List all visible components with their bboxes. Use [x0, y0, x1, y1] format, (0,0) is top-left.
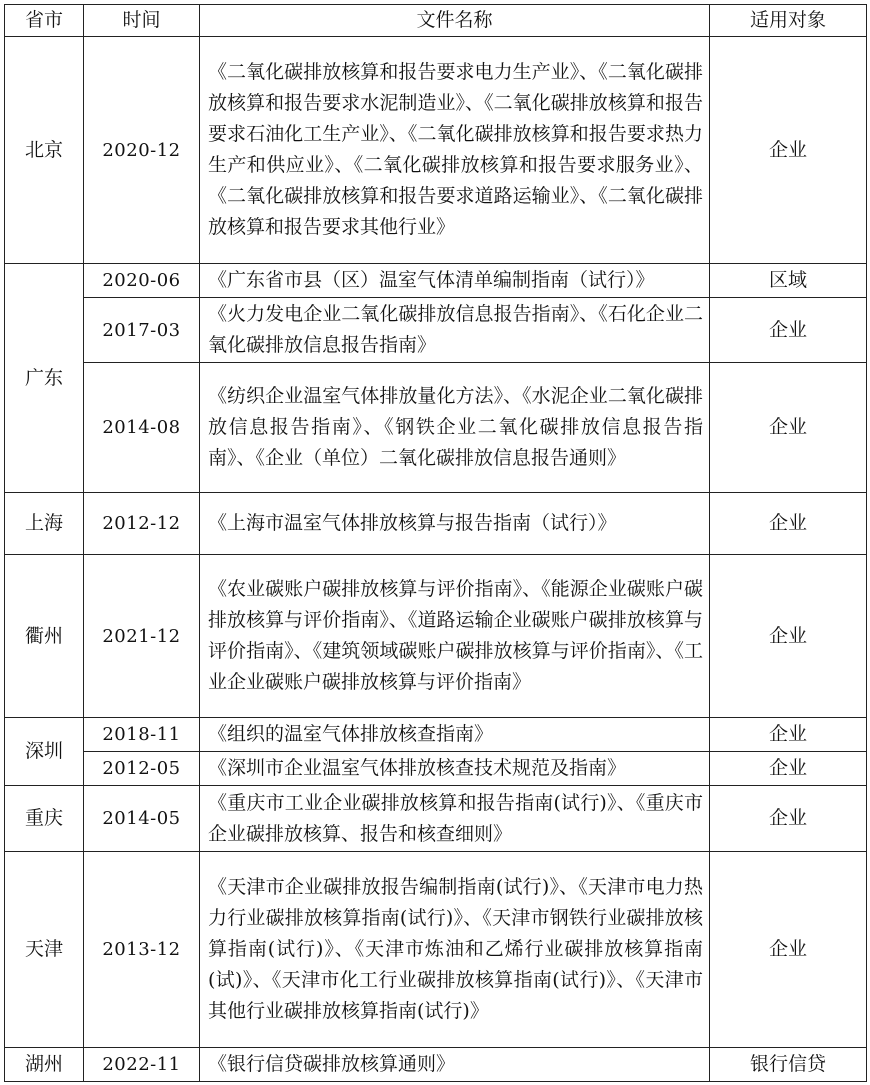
- cell-time: 2020-12: [84, 37, 200, 264]
- cell-file: 《农业碳账户碳排放核算与评价指南》、《能源企业碳账户碳排放核算与评价指南》、《道路运输企业碳账户碳排放核算与评价指南》、《建筑领域碳账户碳排放核算与评价指南》、《工业企业碳账户碳排放核算与评价指南》: [200, 555, 710, 718]
- cell-target: 企业: [710, 718, 867, 752]
- cell-time: 2014-08: [84, 363, 200, 493]
- cell-province: 重庆: [5, 786, 84, 852]
- cell-target: 企业: [710, 852, 867, 1048]
- cell-file: 《天津市企业碳排放报告编制指南(试行)》、《天津市电力热力行业碳排放核算指南(试行)》、《天津市钢铁行业碳排放核算指南(试行)》、《天津市炼油和乙烯行业碳排放核算指南(试)》、《天津市化工行业碳排放核算指南(试行)》、《天津市其他行业碳排放核算指南(试行)》: [200, 852, 710, 1048]
- table-row: [5, 786, 867, 852]
- cell-province: 广东: [5, 264, 84, 493]
- header-row: [5, 5, 867, 37]
- cell-file: 《重庆市工业企业碳排放核算和报告指南(试行)》、《重庆市企业碳排放核算、报告和核查细则》: [200, 786, 710, 852]
- cell-time: 2017-03: [84, 298, 200, 363]
- cell-file: 《上海市温室气体排放核算与报告指南（试行）》: [200, 493, 710, 555]
- table-row: [5, 298, 867, 363]
- cell-target: 企业: [710, 363, 867, 493]
- table-row: [5, 37, 867, 264]
- cell-target: 企业: [710, 555, 867, 718]
- cell-time: 2021-12: [84, 555, 200, 718]
- table-row: [5, 264, 867, 298]
- table-row: [5, 852, 867, 1048]
- table-row: [5, 363, 867, 493]
- cell-file: 《组织的温室气体排放核查指南》: [200, 718, 710, 752]
- cell-target: 企业: [710, 493, 867, 555]
- table-row: [5, 718, 867, 752]
- cell-target: 区域: [710, 264, 867, 298]
- cell-time: 2014-05: [84, 786, 200, 852]
- cell-target: 企业: [710, 752, 867, 786]
- cell-file: 《二氧化碳排放核算和报告要求电力生产业》、《二氧化碳排放核算和报告要求水泥制造业》、《二氧化碳排放核算和报告要求石油化工生产业》、《二氧化碳排放核算和报告要求热力生产和供应业》、《二氧化碳排放核算和报告要求服务业》、《二氧化碳排放核算和报告要求道路运输业》、《二氧化碳排放核算和报告要求其他行业》: [200, 37, 710, 264]
- table-row: [5, 555, 867, 718]
- cell-province: 上海: [5, 493, 84, 555]
- cell-time: 2012-05: [84, 752, 200, 786]
- cell-time: 2018-11: [84, 718, 200, 752]
- cell-target: 银行信贷: [710, 1048, 867, 1082]
- header-target: 适用对象: [710, 5, 867, 37]
- cell-time: 2022-11: [84, 1048, 200, 1082]
- cell-time: 2020-06: [84, 264, 200, 298]
- cell-time: 2013-12: [84, 852, 200, 1048]
- cell-file: 《深圳市企业温室气体排放核查技术规范及指南》: [200, 752, 710, 786]
- cell-file: 《火力发电企业二氧化碳排放信息报告指南》、《石化企业二氧化碳排放信息报告指南》: [200, 298, 710, 363]
- cell-target: 企业: [710, 37, 867, 264]
- header-file: 文件名称: [200, 5, 710, 37]
- cell-province: 湖州: [5, 1048, 84, 1082]
- cell-file: 《广东省市县（区）温室气体清单编制指南（试行）》: [200, 264, 710, 298]
- cell-time: 2012-12: [84, 493, 200, 555]
- cell-province: 天津: [5, 852, 84, 1048]
- cell-target: 企业: [710, 786, 867, 852]
- cell-province: 北京: [5, 37, 84, 264]
- standards-table: [4, 4, 867, 1082]
- header-province: 省市: [5, 5, 84, 37]
- cell-province: 衢州: [5, 555, 84, 718]
- cell-file: 《银行信贷碳排放核算通则》: [200, 1048, 710, 1082]
- table-row: [5, 1048, 867, 1082]
- cell-file: 《纺织企业温室气体排放量化方法》、《水泥企业二氧化碳排放信息报告指南》、《钢铁企业二氧化碳排放信息报告指南》、《企业（单位）二氧化碳排放信息报告通则》: [200, 363, 710, 493]
- table-row: [5, 493, 867, 555]
- table-row: [5, 752, 867, 786]
- header-time: 时间: [84, 5, 200, 37]
- cell-target: 企业: [710, 298, 867, 363]
- cell-province: 深圳: [5, 718, 84, 786]
